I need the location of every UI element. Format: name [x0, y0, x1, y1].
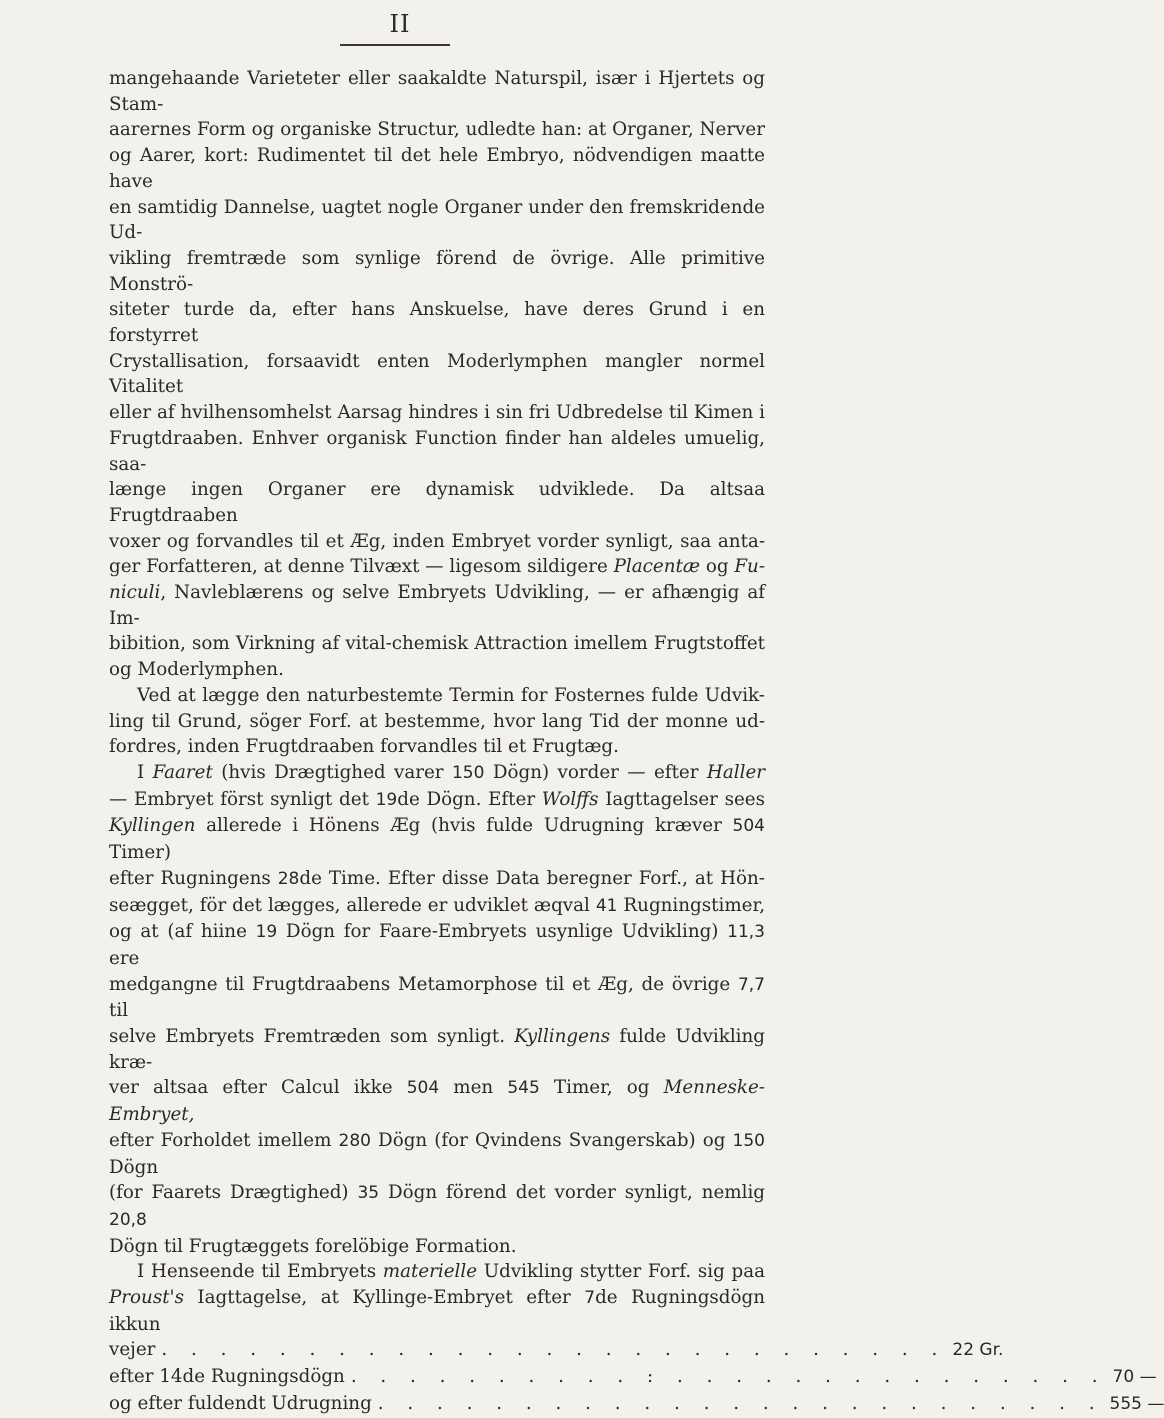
weight-row [109, 1391, 1164, 1418]
weight-row [109, 1337, 1004, 1364]
p1-line: aarernes Form og organiske Structur, udledte han: at Organer, Nerver [109, 119, 765, 141]
weight-label: efter 14de Rugningsdögn [109, 1366, 345, 1388]
p1-line: og Aarer, kort: Rudimentet til det hele Embryo, nödvendigen maatte have [109, 145, 765, 192]
weight-label: vejer [109, 1339, 156, 1361]
p1-line: ger Forfatteren, at denne Tilvæxt — ligesom sildigere Placentæ og Fu- [109, 556, 766, 578]
p1-line: længe ingen Organer ere dynamisk udviklede. Da altsaa Frugtdraaben [109, 479, 765, 526]
p4-line: I Henseende til Embryets materielle Udvikling stytter Forf. sig paa [137, 1261, 765, 1283]
p1-line: eller af hvilhensomhelst Aarsag hindres i sin fri Udbredelse til Kimen i [109, 402, 765, 424]
p1-line: vikling fremtræde som synlige förend de övrige. Alle primitive Monströ- [109, 247, 765, 295]
p1-line: niculi, Navleblærens og selve Embryets Udvikling, — er afhængig af Im- [109, 582, 765, 629]
p3-line: ver altsaa efter Calcul ikke 504 men 545 Timer, og Menneske-Embryet, [109, 1077, 765, 1126]
p3-line: efter Forholdet imellem 280 Dögn (for Qvindens Svangerskab) og 150 Dögn [109, 1129, 765, 1178]
p2-line: fordres, inden Frugtdraaben forvandles til et Frugtæg. [109, 736, 619, 758]
p2-line: ling til Grund, söger Forf. at bestemme, hvor lang Tid der monne ud- [109, 710, 765, 732]
leader-dots: . . . . . . . . . . . . . . . . . . . . . . . . . . . [161, 1339, 947, 1361]
leader-dots: . . . . . . . . . . : . . . . . . . . . . . . . . . [350, 1366, 1107, 1388]
p1-line: bibition, som Virkning af vital-chemisk Attraction imellem Frugtstoffet [109, 633, 765, 655]
p3-line: I Faaret (hvis Drægtighed varer 150 Dögn) vorder — efter Haller [137, 761, 766, 783]
p3-line: seægget, för det lægges, allerede er udviklet æqval 41 Rugningstimer, [109, 894, 766, 916]
p3-line: Kyllingen allerede i Hönens Æg (hvis fulde Udrugning kræver 504 Timer) [109, 815, 765, 864]
p4-line: Proust's Iagttagelse, at Kyllinge-Embryet efter 7de Rugningsdögn ikkun [109, 1287, 765, 1335]
weight-value: 22 Gr. [952, 1340, 1004, 1361]
body-text [109, 66, 1164, 1418]
p1-line: voxer og forvandles til et Æg, inden Embryet vorder synligt, saa anta- [109, 530, 765, 552]
p1-line: siteter turde da, efter hans Anskuelse, have deres Grund i en forstyrret [109, 299, 765, 347]
weight-value: 555 — [1109, 1393, 1164, 1414]
leader-dots: . . . . . . . . . . . . . . . . . . . . . . . . . [377, 1392, 1104, 1414]
p3-line: — Embryet först synligt det 19de Dögn. Efter Wolffs Iagttagelser sees [109, 788, 765, 810]
p3-line: Dögn til Frugtæggets forelöbige Formation. [109, 1235, 517, 1257]
page-number: II [389, 10, 411, 38]
p3-line: og at (af hiine 19 Dögn for Faare-Embryets usynlige Udvikling) 11,3 ere [109, 921, 765, 969]
p3-line: selve Embryets Fremtræden som synligt. Kyllingens fulde Udvikling kræ- [109, 1026, 766, 1073]
p1-line: en samtidig Dannelse, uagtet nogle Organer under den fremskridende Ud- [109, 196, 765, 244]
weight-label: og efter fuldendt Udrugning [109, 1392, 372, 1414]
header-rule [340, 44, 450, 46]
p3-line: efter Rugningens 28de Time. Efter disse Data beregner Forf., at Hön- [109, 867, 765, 889]
weight-row [109, 1364, 1157, 1391]
p1-line: Crystallisation, forsaavidt enten Moderlymphen mangler normel Vitalitet [109, 350, 765, 398]
p3-line: medgangne til Frugtdraabens Metamorphose til et Æg, de övrige 7,7 til [109, 973, 765, 1022]
p1-line: Frugtdraaben. Enhver organisk Function finder han aldeles umuelig, saa- [109, 427, 765, 475]
weight-value: 70 — [1112, 1367, 1157, 1388]
p3-line: (for Faarets Drægtighed) 35 Dögn förend det vorder synligt, nemlig 20,8 [109, 1182, 765, 1230]
p1-line: mangehaande Varieteter eller saakaldte Naturspil, især i Hjertets og Stam- [109, 68, 765, 115]
p1-line: og Moderlymphen. [109, 659, 284, 681]
p2-line: Ved at lægge den naturbestemte Termin for Fosternes fulde Udvik- [137, 684, 765, 706]
